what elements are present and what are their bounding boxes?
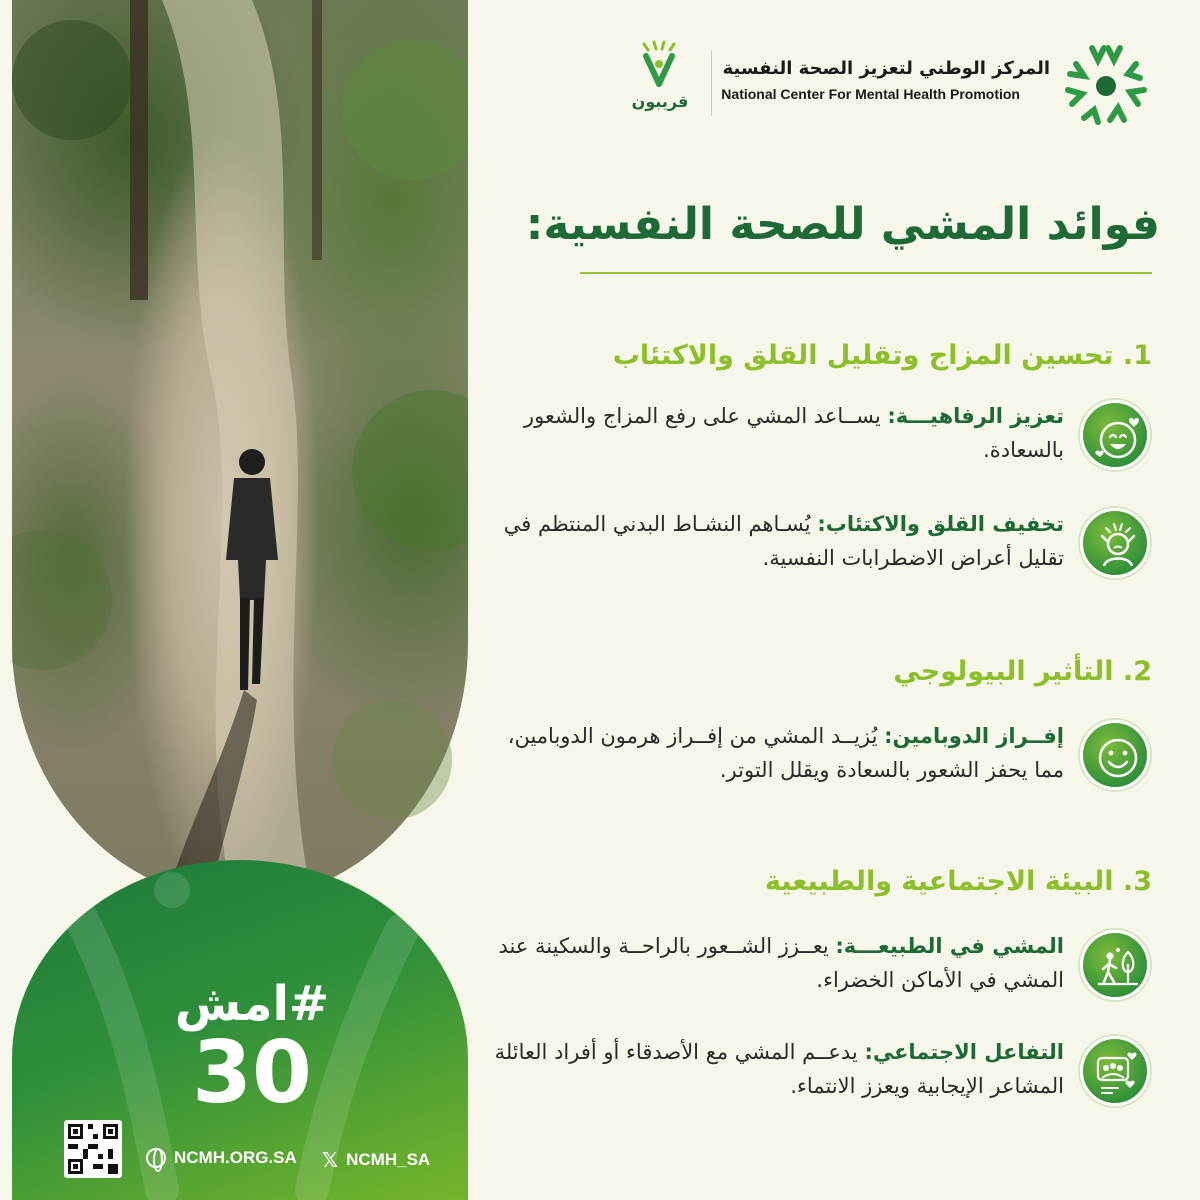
campaign-hashtag: #امش	[174, 976, 330, 1032]
campaign-number: 30	[192, 1023, 312, 1123]
ncmh-logo-icon	[1058, 38, 1154, 134]
happy-face-hearts-icon	[1080, 400, 1150, 470]
benefit-text	[490, 930, 1064, 997]
benefit-item	[490, 930, 1150, 1040]
benefit-text	[490, 720, 1064, 787]
section-heading-2: 2. التأثير البيولوجي	[893, 656, 1152, 687]
website-text: NCMH.ORG.SA	[174, 1148, 297, 1167]
benefit-item	[490, 1036, 1150, 1146]
walking-in-nature-icon	[1080, 930, 1150, 1000]
org-name-english: National Center For Mental Health Promotion	[721, 86, 1020, 102]
section-heading-1: 1. تحسين المزاج وتقليل القلق والاكتئاب	[612, 340, 1152, 371]
benefit-lead: التفاعل الاجتماعي:	[864, 1040, 1064, 1064]
title-underline	[580, 272, 1152, 274]
org-name-arabic: المركز الوطني لتعزيز الصحة النفسية	[722, 58, 1050, 79]
benefit-body: يُزيــد المشي من إفــراز هرمون الدوبامين، مما يحفز الشعور بالسعادة ويقلل التوتر.	[507, 724, 1064, 782]
benefit-item	[490, 508, 1150, 618]
qr-code[interactable]	[64, 1120, 122, 1178]
benefit-body: يعــزز الشــعور بالراحــة والسكينة عند المشي في الأماكن الخضراء.	[498, 934, 1064, 992]
left-panel	[12, 0, 468, 1200]
partner-label: قريبون	[631, 92, 689, 111]
qr-code-icon	[68, 1124, 118, 1174]
social-group-icon	[1080, 1036, 1150, 1106]
page-title: فوائد المشي للصحة النفسية:	[525, 199, 1160, 250]
benefit-item	[490, 400, 1150, 510]
x-handle-text: NCMH_SA	[346, 1150, 431, 1169]
benefit-item	[490, 720, 1150, 830]
benefit-lead: المشي في الطبيعـــة:	[835, 934, 1064, 958]
benefit-text	[490, 508, 1064, 575]
benefit-body: يســاعد المشي على رفع المزاج والشعور بالسعادة.	[523, 404, 1064, 462]
section-heading-3: 3. البيئة الاجتماعية والطبيعية	[764, 866, 1152, 897]
benefit-body: يُسـاهم النشـاط البدني المنتظم في تقليل أعراض الاضطرابات النفسية.	[503, 512, 1064, 570]
benefit-body: يدعــم المشي مع الأصدقاء أو أفراد العائلة المشاعر الإيجابية ويعزز الانتماء.	[494, 1040, 1064, 1098]
website-link[interactable]	[146, 1148, 297, 1168]
benefit-text	[490, 400, 1064, 467]
benefit-lead: تعزيز الرفاهيـــة:	[887, 404, 1064, 428]
benefit-text	[490, 1036, 1064, 1103]
x-handle-link[interactable]	[322, 1148, 430, 1172]
walking-path-photo	[12, 0, 468, 900]
smiley-face-icon	[1080, 720, 1150, 790]
globe-icon	[146, 1148, 166, 1168]
stressed-person-icon	[1080, 508, 1150, 578]
partner-logo-icon	[636, 40, 682, 90]
benefit-lead: إفــراز الدوبامين:	[884, 724, 1064, 748]
benefit-lead: تخفيف القلق والاكتئاب:	[817, 512, 1064, 536]
header-divider	[711, 50, 712, 116]
x-logo-icon: 𝕏	[322, 1148, 339, 1172]
